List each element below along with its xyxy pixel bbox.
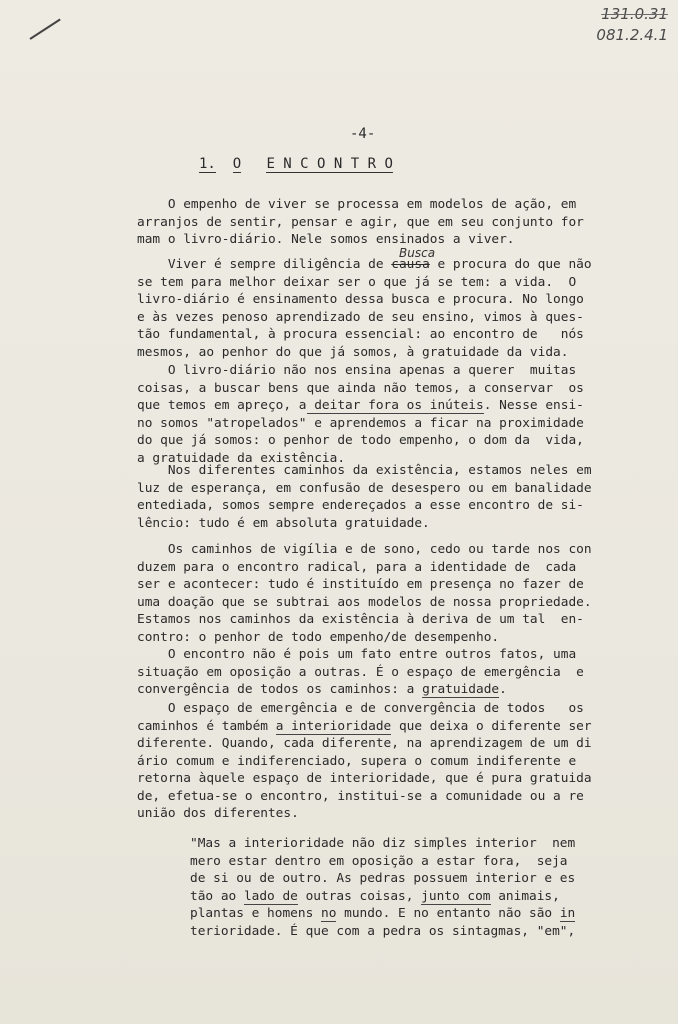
paragraph-3-start: O livro-diário não nos ensina apenas a querer muitas coisas, a buscar bens que ainda não temos, a conservar os que temos em apreço, a [137,363,584,413]
section-word-1: O [232,156,242,172]
quote-text: outras coisas, [297,888,422,904]
quote-end: terioridade. É que com a pedra os sintagmas, "em", [190,923,576,939]
paragraph-3-rest: . Nesse ensi- no somos "atropelados" e aprendemos a ficar na proximidade do que já somos: o penhor de todo empenho, o dom da vida, a gratuidade da existência. [137,398,584,466]
underlined-phrase: junto com [421,888,491,904]
underlined-phrase: deitar fora os inúteis [306,398,484,413]
paragraph-6 [137,646,598,699]
archive-code-line-1: 131.0.31 [601,5,668,23]
page-number: -4- [350,126,376,142]
pen-mark [29,19,60,40]
section-title [199,156,393,172]
quote-text: animais, plantas e homens [190,888,560,921]
paragraph-7-start: O espaço de emergência e de convergência de todos os caminhos é também [137,701,584,734]
struck-word: causa [391,257,430,272]
underlined-word: in [559,906,576,921]
paragraph-7 [137,700,598,823]
underlined-phrase: lado de [243,888,298,904]
paragraph-5: Os caminhos de vigília e de sono, cedo ou tarde nos con duzem para o encontro radical, para a identidade de cada ser e acontecer: tudo é instituído em presença no fazer de uma doação que se subtrai aos modelos de nossa propriedade. Estamos nos caminhos da existência à deriva de um tal en- contro: o penhor de todo empenho/de desempenho. [137,542,592,645]
paragraph-2-rest: e procura do que não se tem para melhor deixar ser o que já se tem: a vida. O livro-diário é ensinamento dessa busca e procura. No longo e às vezes penoso aprendizado de seu ensino, vimos à ques- tão fundamental, à procura essencial: ao encontro de nós mesmos, ao penhor do que já somos, à gratuidade da vida. [137,257,592,360]
underlined-phrase: a interioridade [275,718,392,734]
archive-reference [596,4,668,46]
underlined-word: no [320,906,337,921]
paragraph-1: O empenho de viver se processa em modelos de ação, em arranjos de sentir, pensar e agir, que em seu conjunto for mam o livro-diário. Nele somos ensinados a viver. [137,197,584,247]
section-number: 1. [199,156,216,172]
archive-code-line-2: 081.2.4.1 [596,26,668,44]
section-word-2: E N C O N T R O [266,156,393,172]
paragraph-6-end: . [499,682,507,697]
paragraph-2-start: Viver é sempre diligência de [137,257,392,272]
paragraph-6-start: O encontro não é pois um fato entre outros fatos, uma situação em oposição a outras. É o espaço de emergência e convergência de todos os caminhos: a [137,647,584,697]
quote-text: mundo. E no entanto não são [336,906,560,921]
paragraph-7-rest: que deixa o diferente ser diferente. Quando, cada diferente, na aprendizagem de um di ário comum e indiferenciado, supera o comum indiferente e retorna àquele espaço de interioridade, que é pura gratuida de, efetua-se o encontro, institui-se a comunidade ou a re união dos diferentes. [137,718,592,821]
underlined-word: gratuidade [422,682,500,697]
quote-start: "Mas a interioridade não diz simples interior nem mero estar dentro em oposição a estar fora, seja de si ou de outro. As pedras possuem interior e es tão ao [190,836,576,904]
handwritten-correction: Busca [399,246,436,260]
paragraph-3 [137,362,598,467]
paragraph-2 [137,256,598,361]
block-quote [190,835,600,940]
paragraph-4: Nos diferentes caminhos da existência, estamos neles em luz de esperança, em confusão de desespero ou em banalidade entediada, somos sempre endereçados a esse encontro de si- lêncio: tudo é em absoluta gratuidade. [137,463,592,531]
